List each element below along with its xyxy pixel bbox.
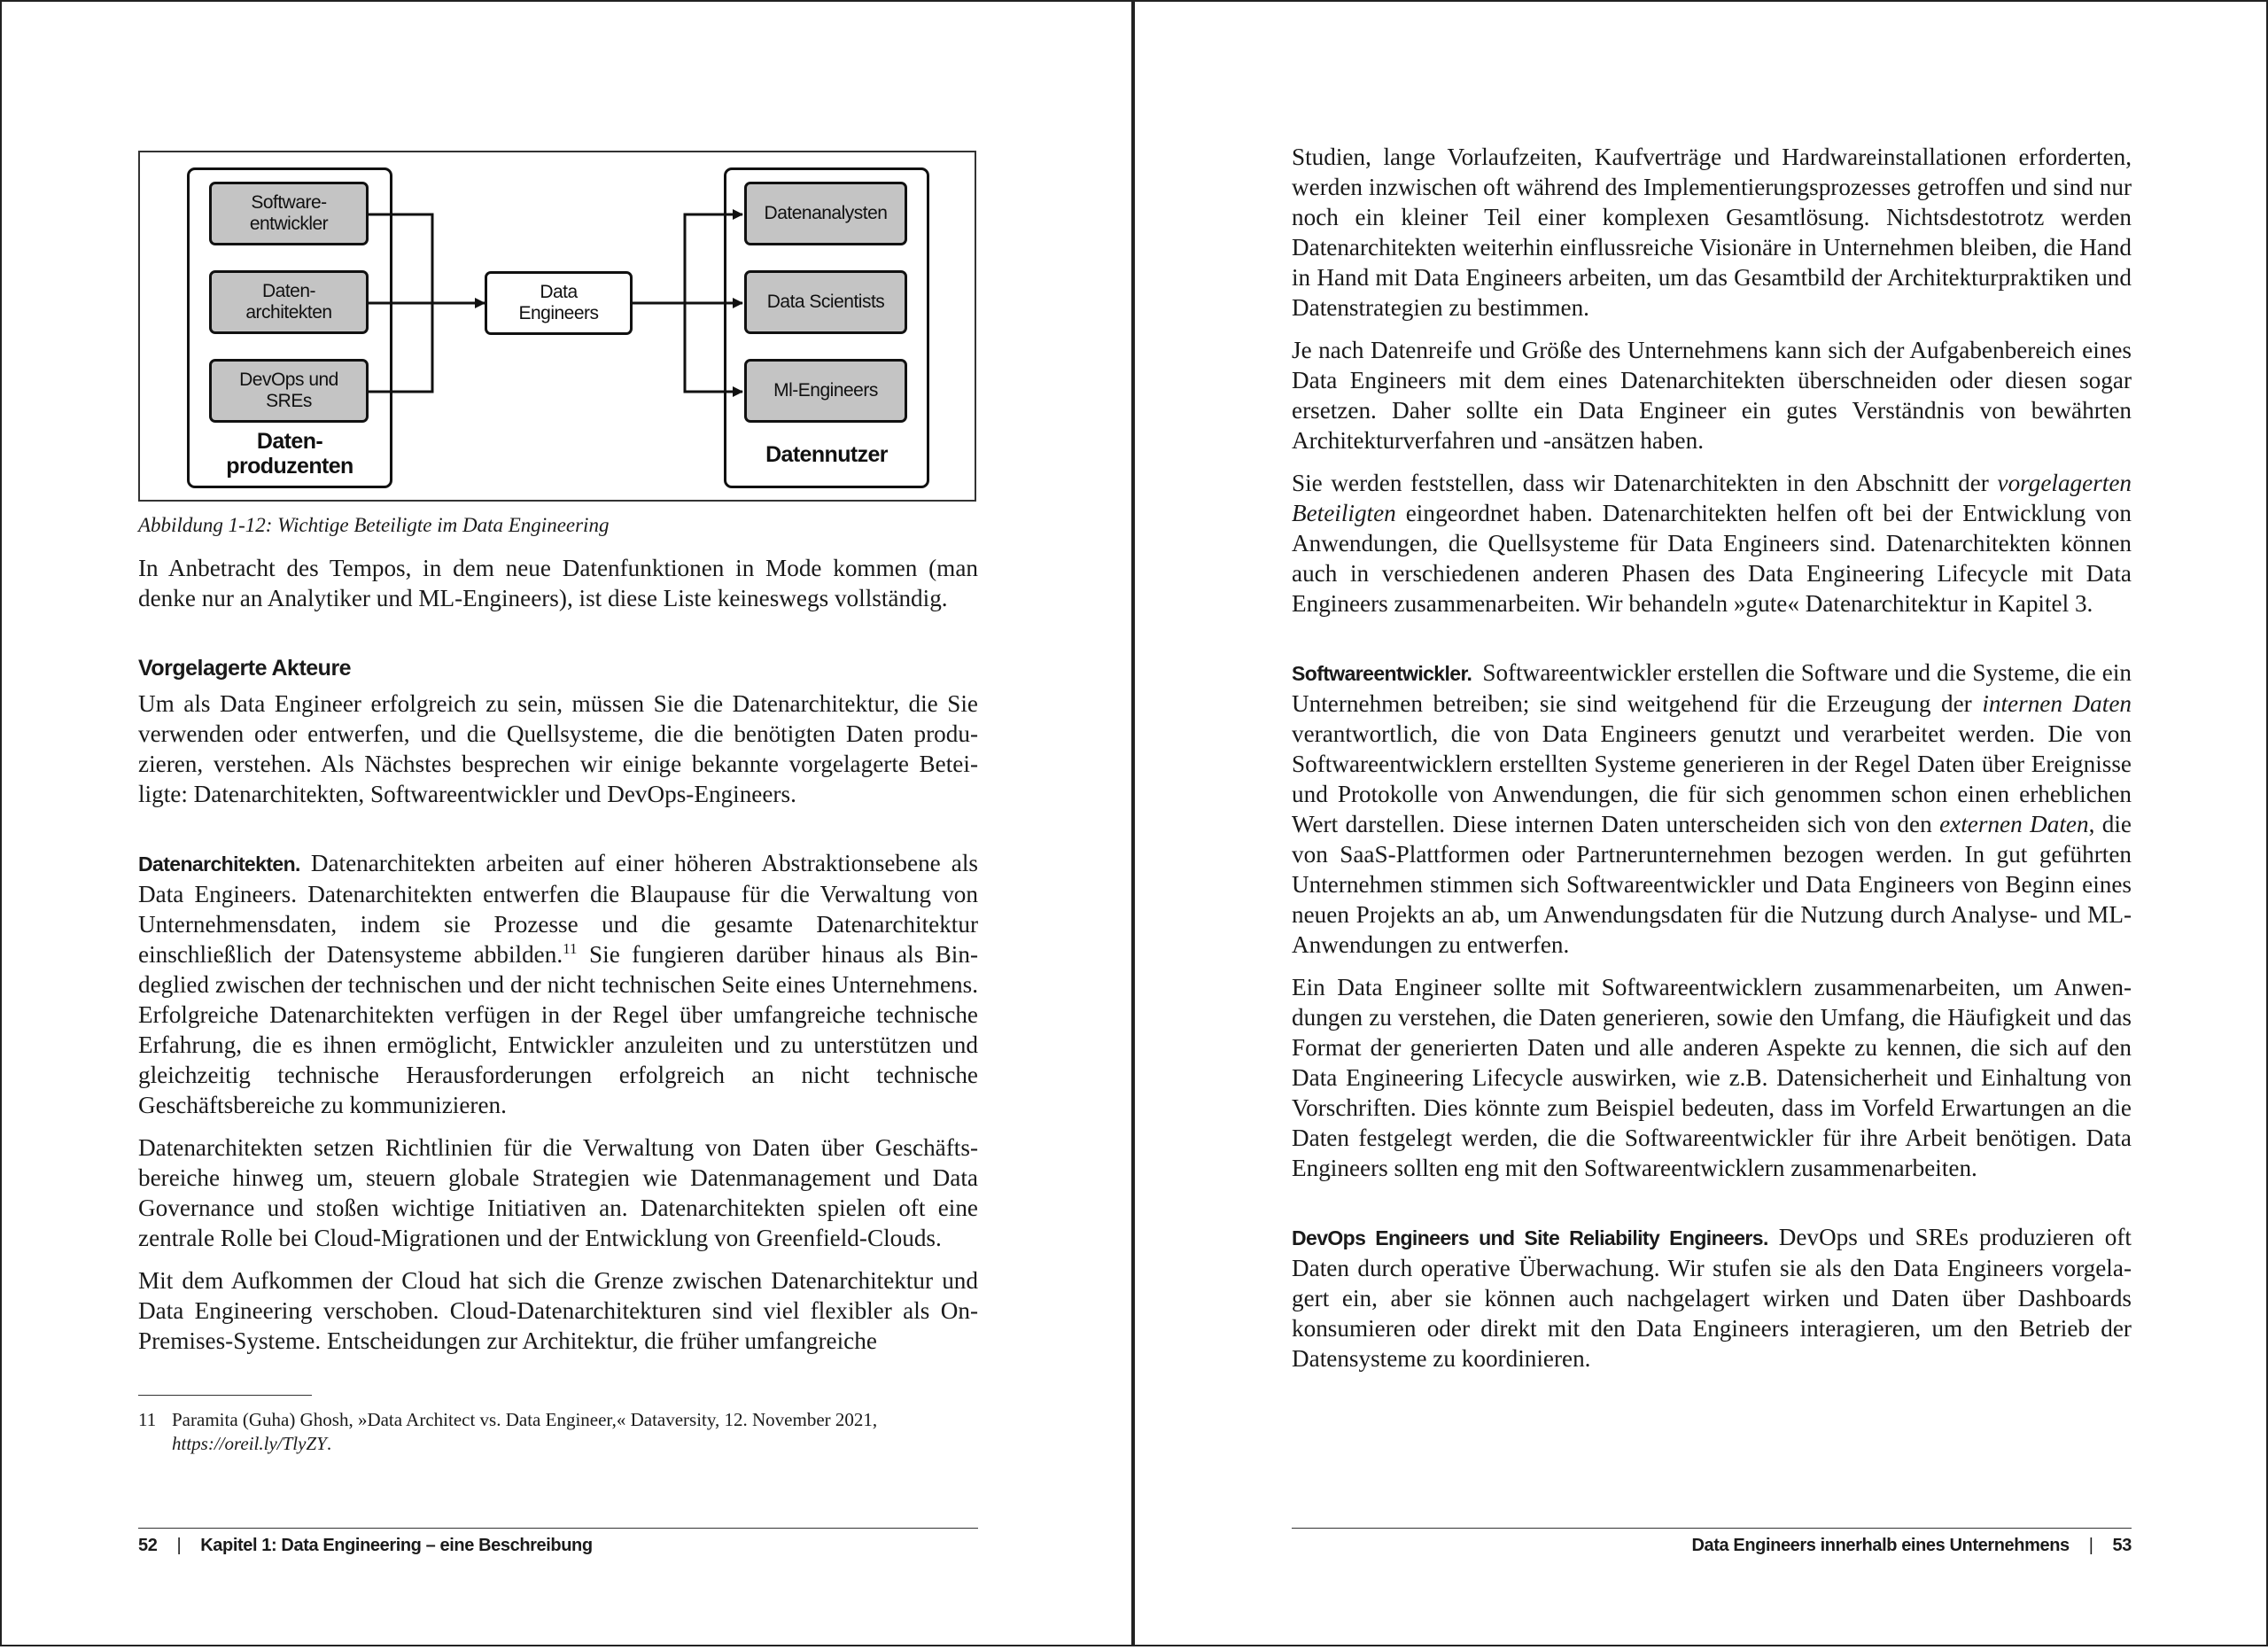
right-paragraph-3 [1292, 468, 2132, 619]
right-p3-text-b: eingeordnet haben. Datenarchitekten helfen oft bei der Entwicklung von Anwendungen, die Quellsysteme für Data Engineers sind. Datenarchitekten können auch in verschiedenen anderen Phasen des Data Engineering Lifecycle mit Data Engineers zusammenarbeiten. Wir behandeln »gute« Datenarchitektur in Kapitel 3. [1292, 500, 2132, 617]
devops-paragraph [1292, 1222, 2132, 1374]
softwareentwickler-run-head: Softwareentwickler. [1292, 662, 1472, 685]
sw-emphasis-external: externen Daten [1939, 811, 2089, 837]
footnote-text: Paramita (Guha) Ghosh, »Data Architect vs. Data Engineer,« Dataversity, 12. November 2021, [172, 1409, 878, 1430]
datenarchitekten-paragraph-1 [138, 848, 978, 1120]
intro-paragraph: In Anbetracht des Tempos, in dem neue Datenfunktionen in Mode kommen (man denke nur an Analytiker und ML-Engineers), ist diese Liste keineswegs vollständig. [138, 555, 978, 611]
datenarchitekten-run-head: Datenarchitekten. [138, 852, 300, 876]
right-page-number: 53 [2112, 1536, 2132, 1555]
right-page-footer [1292, 1528, 2132, 1556]
consumer-node-datenanalysten: Datenanalysten [744, 182, 907, 245]
producers-group-label: Daten- produzenten [226, 429, 353, 479]
devops-run-head: DevOps Engineers und Site Reliability Engineers. [1292, 1226, 1768, 1249]
producer-node-devops: DevOps und SREs [209, 359, 369, 423]
footnote-end: . [326, 1433, 332, 1454]
producer-node-softwareentwickler: Software- entwickler [209, 182, 369, 245]
sw-emphasis-internal: internen Daten [1982, 690, 2132, 717]
sw-text-b: verantwortlich, die von Data Engineers genutzt und verarbeitet werden. Die von Softwareentwicklern erstellten Systeme generieren in der Regel Daten über Ereignisse und Protokolle von Anwendungen, die für sich genommen schon einen erheblichen Wert darstellen. Diese internen Daten unterscheiden sich von den [1292, 720, 2132, 837]
left-page-footer [138, 1528, 978, 1556]
right-paragraph-2: Je nach Datenreife und Größe des Unternehmens kann sich der Aufgabenbereich eines Data Engineers mit dem eines Datenarchitekten überschneiden oder diesen sogar ersetzen. Daher sollte ein Data Engineer ein gutes Verständnis von bewährten Architekturverfahren und -ansätzen haben. [1292, 337, 2132, 454]
right-p3-text-a: Sie werden feststellen, dass wir Datenarchitekten in den Abschnitt der [1292, 470, 1998, 496]
datenarchitekten-paragraph-3: Mit dem Aufkommen der Cloud hat sich die Grenze zwischen Datenarchitektur und Data Engineering verschoben. Cloud-Datenarchitekturen sind viel flexibler als On-Premises-Systeme. Entscheidungen zur Architektur, die früher umfangreiche [138, 1267, 978, 1354]
softwareentwickler-paragraph-1 [1292, 658, 2132, 960]
devops-text: DevOps und SREs produzieren oft Daten durch operative Überwachung. Wir stufen sie als den Data Engineers vorgelagert ein, aber sie können auch nachgelagert wirken und Daten über Dashboards konsumieren oder direkt mit den Data Engineers interagieren, um den Betrieb der Datensysteme zu koordinieren. [1292, 1224, 2132, 1372]
left-page-number: 52 [138, 1536, 158, 1555]
right-footer-chapter: Data Engineers innerhalb eines Unternehmens [1691, 1536, 2070, 1555]
softwareentwickler-paragraph-2: Ein Data Engineer sollte mit Softwareentwicklern zusammenarbeiten, um Anwendungen zu verstehen, die Daten generieren, sowie den Umfang, die Häufigkeit und das Format der generierten Daten und alle anderen Aspekte zu kennen, die sich auf den Data Engineering Lifecycle auswirken, wie z.B. Datensicherheit und Einhaltung von Vorschriften. Dies könnte zum Beispiel bedeuten, dass im Vorfeld Erwartungen an die Daten festgelegt werden, die die Softwareentwickler für ihre Arbeit benötigen. Data Engineers sollten eng mit den Softwareentwicklern zusammenarbeiten. [1292, 974, 2132, 1181]
datenarchitekten-text-b: Sie fungieren darüber hinaus als Bindeglied zwischen der technischen und der nicht technischen Seite eines Unternehmens. Erfolgreiche Datenarchitekten verfügen in der Regel über umfangreiche technische Erfahrung, die es ihnen ermöglicht, Entwickler anzuleiten und zu unterstützen und gleichzeitig technische Herausforderungen erfolgreich an nicht technische Geschäftsbereiche zu kommunizieren. [138, 941, 978, 1118]
right-p3-emphasis: vorgelagerten Beteiligten [1292, 470, 2132, 526]
figure-caption: Abbildung 1-12: Wichtige Beteiligte im Data Engineering [138, 514, 610, 536]
sw-text-a: Softwareentwickler erstellen die Software und die Systeme, die ein Unternehmen betreiben; sie sind weitgehend für die Erzeugung der [1292, 659, 2132, 717]
footer-separator: | [176, 1536, 182, 1555]
footnote [138, 1408, 978, 1456]
left-page-content [138, 142, 978, 1456]
footer-separator: | [2088, 1536, 2093, 1555]
data-engineers-node: Data Engineers [485, 271, 633, 335]
right-paragraph-1: Studien, lange Vorlaufzeiten, Kaufverträge und Hardwareinstallationen erforderten, werden inzwischen oft während des Implementierungsprozesses getroffen und sind nur noch ein kleiner Teil einer komplexen Gesamtlösung. Nichtsdestotrotz werden Datenarchitekten weiterhin einflussreiche Visionäre in Unternehmen bleiben, die Hand in Hand mit Data Engineers arbeiten, um das Gesamtbild der Architekturpraktiken und Datenstrategien zu bestimmen. [1292, 144, 2132, 321]
consumer-node-data-scientists: Data Scientists [744, 270, 907, 334]
footnote-link[interactable]: https://oreil.ly/TlyZY [172, 1433, 327, 1454]
section-heading: Vorgelagerte Akteure [138, 656, 352, 681]
stakeholder-diagram [138, 151, 976, 502]
datenarchitekten-text-a: Datenarchitekten arbeiten auf einer höheren Abstraktionsebene als Data Engineers. Datenarchitekten entwerfen die Blaupause für die Verwaltung von Unternehmensdaten, indem sie Prozesse und die gesamte Datenarchitektur einschließlich der Datensysteme abbilden. [138, 850, 978, 968]
sw-text-c: , die von SaaS-Plattformen oder Partnerunternehmen bezogen werden. In gut geführten Unternehmen stimmen sich Softwareentwickler und Data Engineers von Beginn eines neuen Projekts an ab, um Anwendungsdaten für die Nutzung durch Analyse- und ML-Anwendungen zu entwerfen. [1292, 811, 2132, 958]
right-page-content [1292, 142, 2132, 1386]
consumer-node-ml-engineers: Ml-Engineers [744, 359, 907, 423]
footnote-reference[interactable]: 11 [563, 939, 578, 957]
left-footer-chapter: Kapitel 1: Data Engineering – eine Beschreibung [200, 1536, 593, 1555]
section-paragraph: Um als Data Engineer erfolgreich zu sein, müssen Sie die Datenarchitektur, die Sie verwenden oder entwerfen, und die Quellsysteme, die die benötigten Daten produzieren, verstehen. Als Nächstes besprechen wir einige bekannte vorgelagerte Beteiligte: Datenarchitekten, Softwareentwickler und DevOps-Engineers. [138, 690, 978, 807]
footnote-body [172, 1408, 877, 1456]
footnote-number: 11 [138, 1409, 157, 1430]
producer-node-datenarchitekten: Daten- architekten [209, 270, 369, 334]
datenarchitekten-paragraph-2: Datenarchitekten setzen Richtlinien für die Verwaltung von Daten über Geschäftsbereiche hinweg um, steuern globale Strategien wie Datenmanagement und Data Governance und stoßen wichtige Initiativen an. Datenarchitekten spielen oft eine zentrale Rolle bei Cloud-Migrationen und der Entwicklung von Greenfield-Clouds. [138, 1134, 978, 1251]
consumers-group-label: Datennutzer [765, 442, 888, 467]
footnote-divider [138, 1395, 312, 1396]
